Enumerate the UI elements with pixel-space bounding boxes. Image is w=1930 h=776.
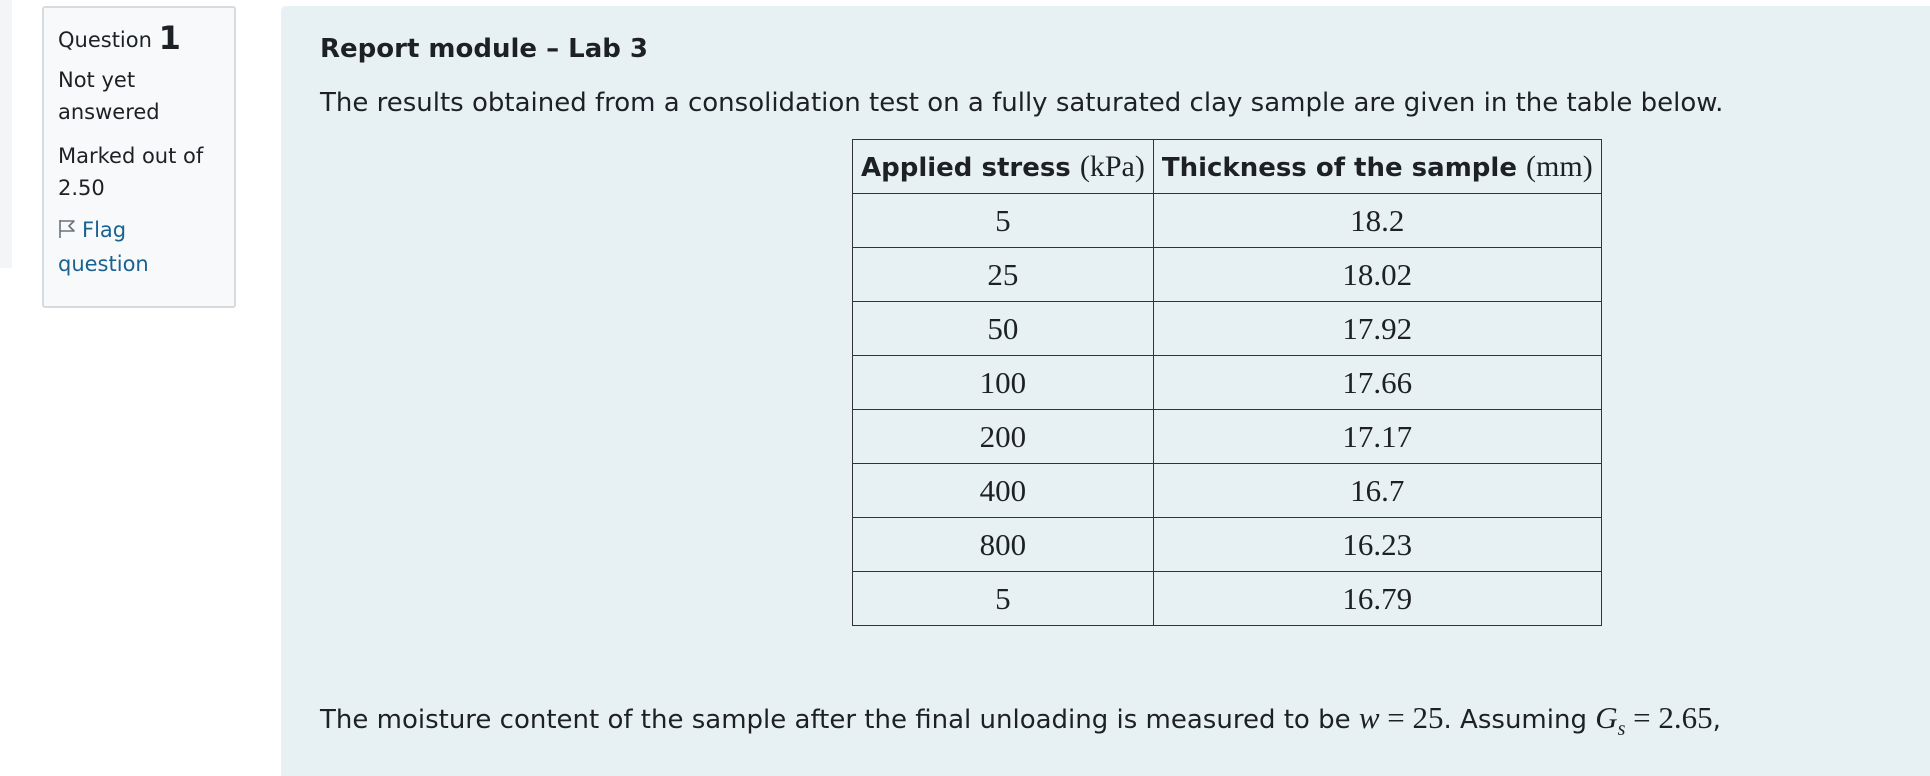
cell-thickness: 16.79	[1153, 572, 1601, 626]
question-grade-line1: Marked out of	[58, 144, 204, 168]
question-number-heading	[58, 19, 220, 57]
header-applied-stress	[853, 140, 1154, 194]
moisture-content-text	[320, 700, 1721, 741]
cell-applied-stress: 100	[853, 356, 1154, 410]
moisture-text-prefix: The moisture content of the sample after the final unloading is measured to be	[320, 705, 1351, 735]
flag-question-label-line1: Flag	[82, 218, 127, 242]
table-row	[853, 572, 1602, 626]
gs-symbol: G	[1595, 700, 1618, 735]
cell-applied-stress: 200	[853, 410, 1154, 464]
cell-thickness: 16.23	[1153, 518, 1601, 572]
header-unit: (mm)	[1526, 149, 1593, 183]
cell-thickness: 16.7	[1153, 464, 1601, 518]
question-number: 1	[158, 19, 181, 57]
cell-applied-stress: 400	[853, 464, 1154, 518]
flag-question-label-line2: question	[58, 252, 149, 276]
table-row	[853, 464, 1602, 518]
table-row	[853, 194, 1602, 248]
flag-icon	[58, 216, 76, 248]
gs-subscript: s	[1617, 718, 1626, 741]
cell-applied-stress: 5	[853, 572, 1154, 626]
header-thickness	[1153, 140, 1601, 194]
question-intro-text: The results obtained from a consolidation test on a fully saturated clay sample are given in the table below.	[320, 88, 1724, 118]
results-table	[852, 139, 1602, 626]
moisture-equation	[1359, 700, 1444, 735]
cell-thickness: 17.66	[1153, 356, 1601, 410]
w-equals: = 25	[1379, 700, 1444, 735]
question-title: Report module – Lab 3	[320, 34, 649, 64]
cell-applied-stress: 50	[853, 302, 1154, 356]
table-row	[853, 518, 1602, 572]
gs-equation	[1595, 700, 1713, 741]
cell-thickness: 18.2	[1153, 194, 1601, 248]
header-label: Applied stress	[861, 152, 1071, 183]
question-label: Question	[58, 28, 152, 52]
question-grade-line2: 2.50	[58, 176, 105, 200]
question-state-line1: Not yet	[58, 68, 136, 92]
cell-applied-stress: 800	[853, 518, 1154, 572]
table-row	[853, 302, 1602, 356]
header-unit: (kPa)	[1079, 149, 1145, 183]
header-label: Thickness of the sample	[1161, 152, 1517, 183]
cell-thickness: 17.17	[1153, 410, 1601, 464]
moisture-text-suffix: ,	[1712, 705, 1721, 735]
cell-thickness: 18.02	[1153, 248, 1601, 302]
question-state	[58, 64, 220, 128]
flag-question-link[interactable]	[58, 214, 220, 280]
cell-applied-stress: 25	[853, 248, 1154, 302]
question-grade	[58, 140, 220, 204]
table-row	[853, 410, 1602, 464]
question-content	[281, 6, 1930, 776]
table-row	[853, 356, 1602, 410]
cell-thickness: 17.92	[1153, 302, 1601, 356]
moisture-text-middle: . Assuming	[1443, 705, 1587, 735]
gs-equals: = 2.65	[1625, 700, 1713, 735]
cell-applied-stress: 5	[853, 194, 1154, 248]
table-header-row	[853, 140, 1602, 194]
left-edge-bar	[0, 0, 12, 268]
table-row	[853, 248, 1602, 302]
question-info-panel	[42, 6, 236, 308]
w-symbol: w	[1358, 700, 1380, 735]
question-state-line2: answered	[58, 100, 160, 124]
